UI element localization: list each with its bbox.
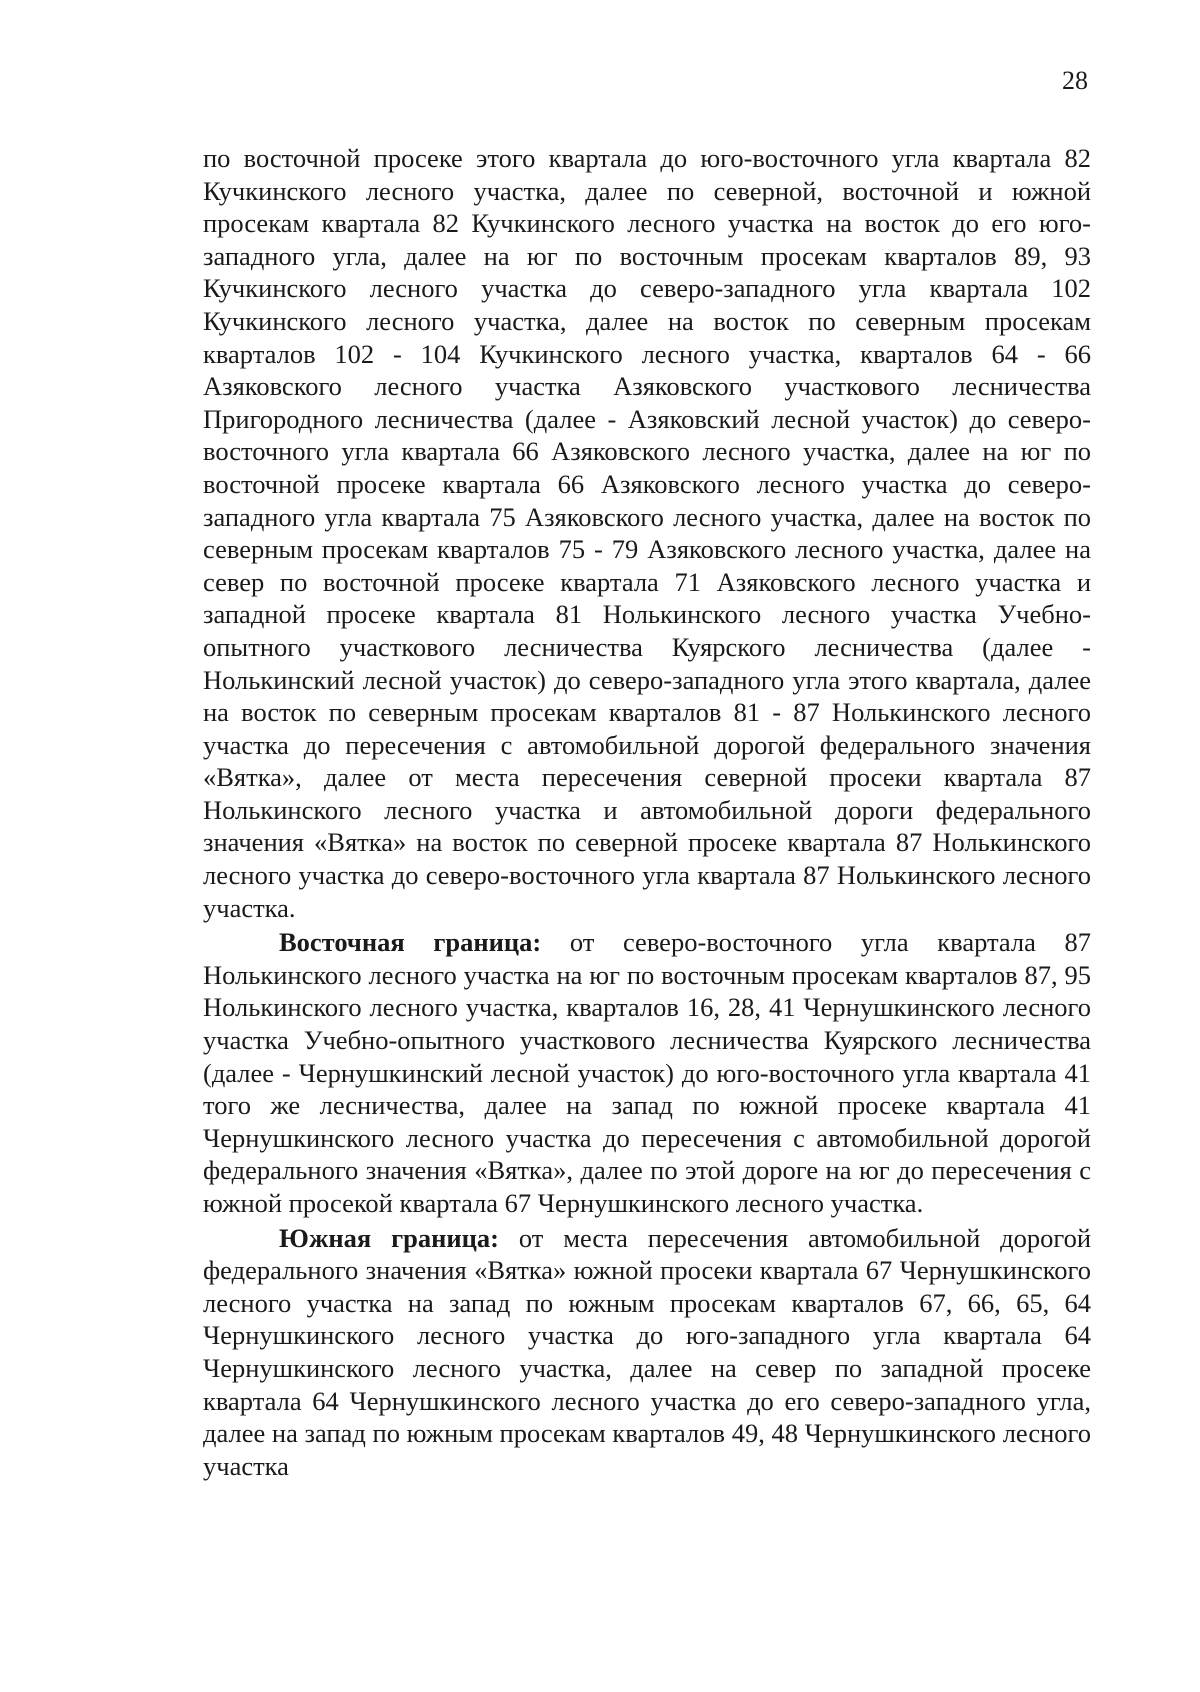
paragraph-south-boundary [203, 1222, 1091, 1483]
east-boundary-heading: Восточная граница: [279, 927, 542, 958]
page-number: 28 [1062, 66, 1088, 95]
south-boundary-heading: Южная граница: [279, 1222, 500, 1253]
paragraph-text: от северо-восточного угла квартала 87 Нолькинского лесного участка на юг по восточным просекам кварталов 87, 95 Нолькинского лесного участка, кварталов 16, 28, 41 Чернушкинского лесного участка Учебно-опытного участкового лесничества Куярского лесничества (далее - Чернушкинский лесной участок) до юго-восточного угла квартала 41 того же лесничества, далее на запад по южной просеке квартала 41 Чернушкинского лесного участка до пересечения с автомобильной дорогой федерального значения «Вятка», далее по этой дороге на юг до пересечения с южной просекой квартала 67 Чернушкинского лесного участка. [203, 927, 1091, 1218]
document-body [203, 142, 1091, 1482]
paragraph-text: от места пересечения автомобильной дорогой федерального значения «Вятка» южной просеки квартала 67 Чернушкинского лесного участка на запад по южным просекам кварталов 67, 66, 65, 64 Чернушкинского лесного участка до юго-западного угла квартала 64 Чернушкинского лесного участка, далее на север по западной просеке квартала 64 Чернушкинского лесного участка до его северо-западного угла, далее на запад по южным просекам кварталов 49, 48 Чернушкинского лесного участка [203, 1222, 1091, 1481]
paragraph-east-boundary [203, 926, 1091, 1219]
paragraph-text: по восточной просеке этого квартала до юго-восточного угла квартала 82 Кучкинского лесного участка, далее по северной, восточной и южной просекам квартала 82 Кучкинского лесного участка на восток до его юго-западного угла, далее на юг по восточным просекам кварталов 89, 93 Кучкинского лесного участка до северо-западного угла квартала 102 Кучкинского лесного участка, далее на восток по северным просекам кварталов 102 - 104 Кучкинского лесного участка, кварталов 64 - 66 Азяковского лесного участка Азяковского участкового лесничества Пригородного лесничества (далее - Азяковский лесной участок) до северо-восточного угла квартала 66 Азяковского лесного участка, далее на юг по восточной просеке квартала 66 Азяковского лесного участка до северо-западного угла квартала 75 Азяковского лесного участка, далее на восток по северным просекам кварталов 75 - 79 Азяковского лесного участка, далее на север по восточной просеке квартала 71 Азяковского лесного участка и западной просеке квартала 81 Нолькинского лесного участка Учебно-опытного участкового лесничества Куярского лесничества (далее - Нолькинский лесной участок) до северо-западного угла этого квартала, далее на восток по северным просекам кварталов 81 - 87 Нолькинского лесного участка до пересечения с автомобильной дорогой федерального значения «Вятка», далее от места пересечения северной просеки квартала 87 Нолькинского лесного участка и автомобильной дороги федерального значения «Вятка» на восток по северной просеке квартала 87 Нолькинского лесного участка до северо-восточного угла квартала 87 Нолькинского лесного участка. [203, 143, 1091, 923]
paragraph-north-boundary-continuation [203, 142, 1091, 924]
